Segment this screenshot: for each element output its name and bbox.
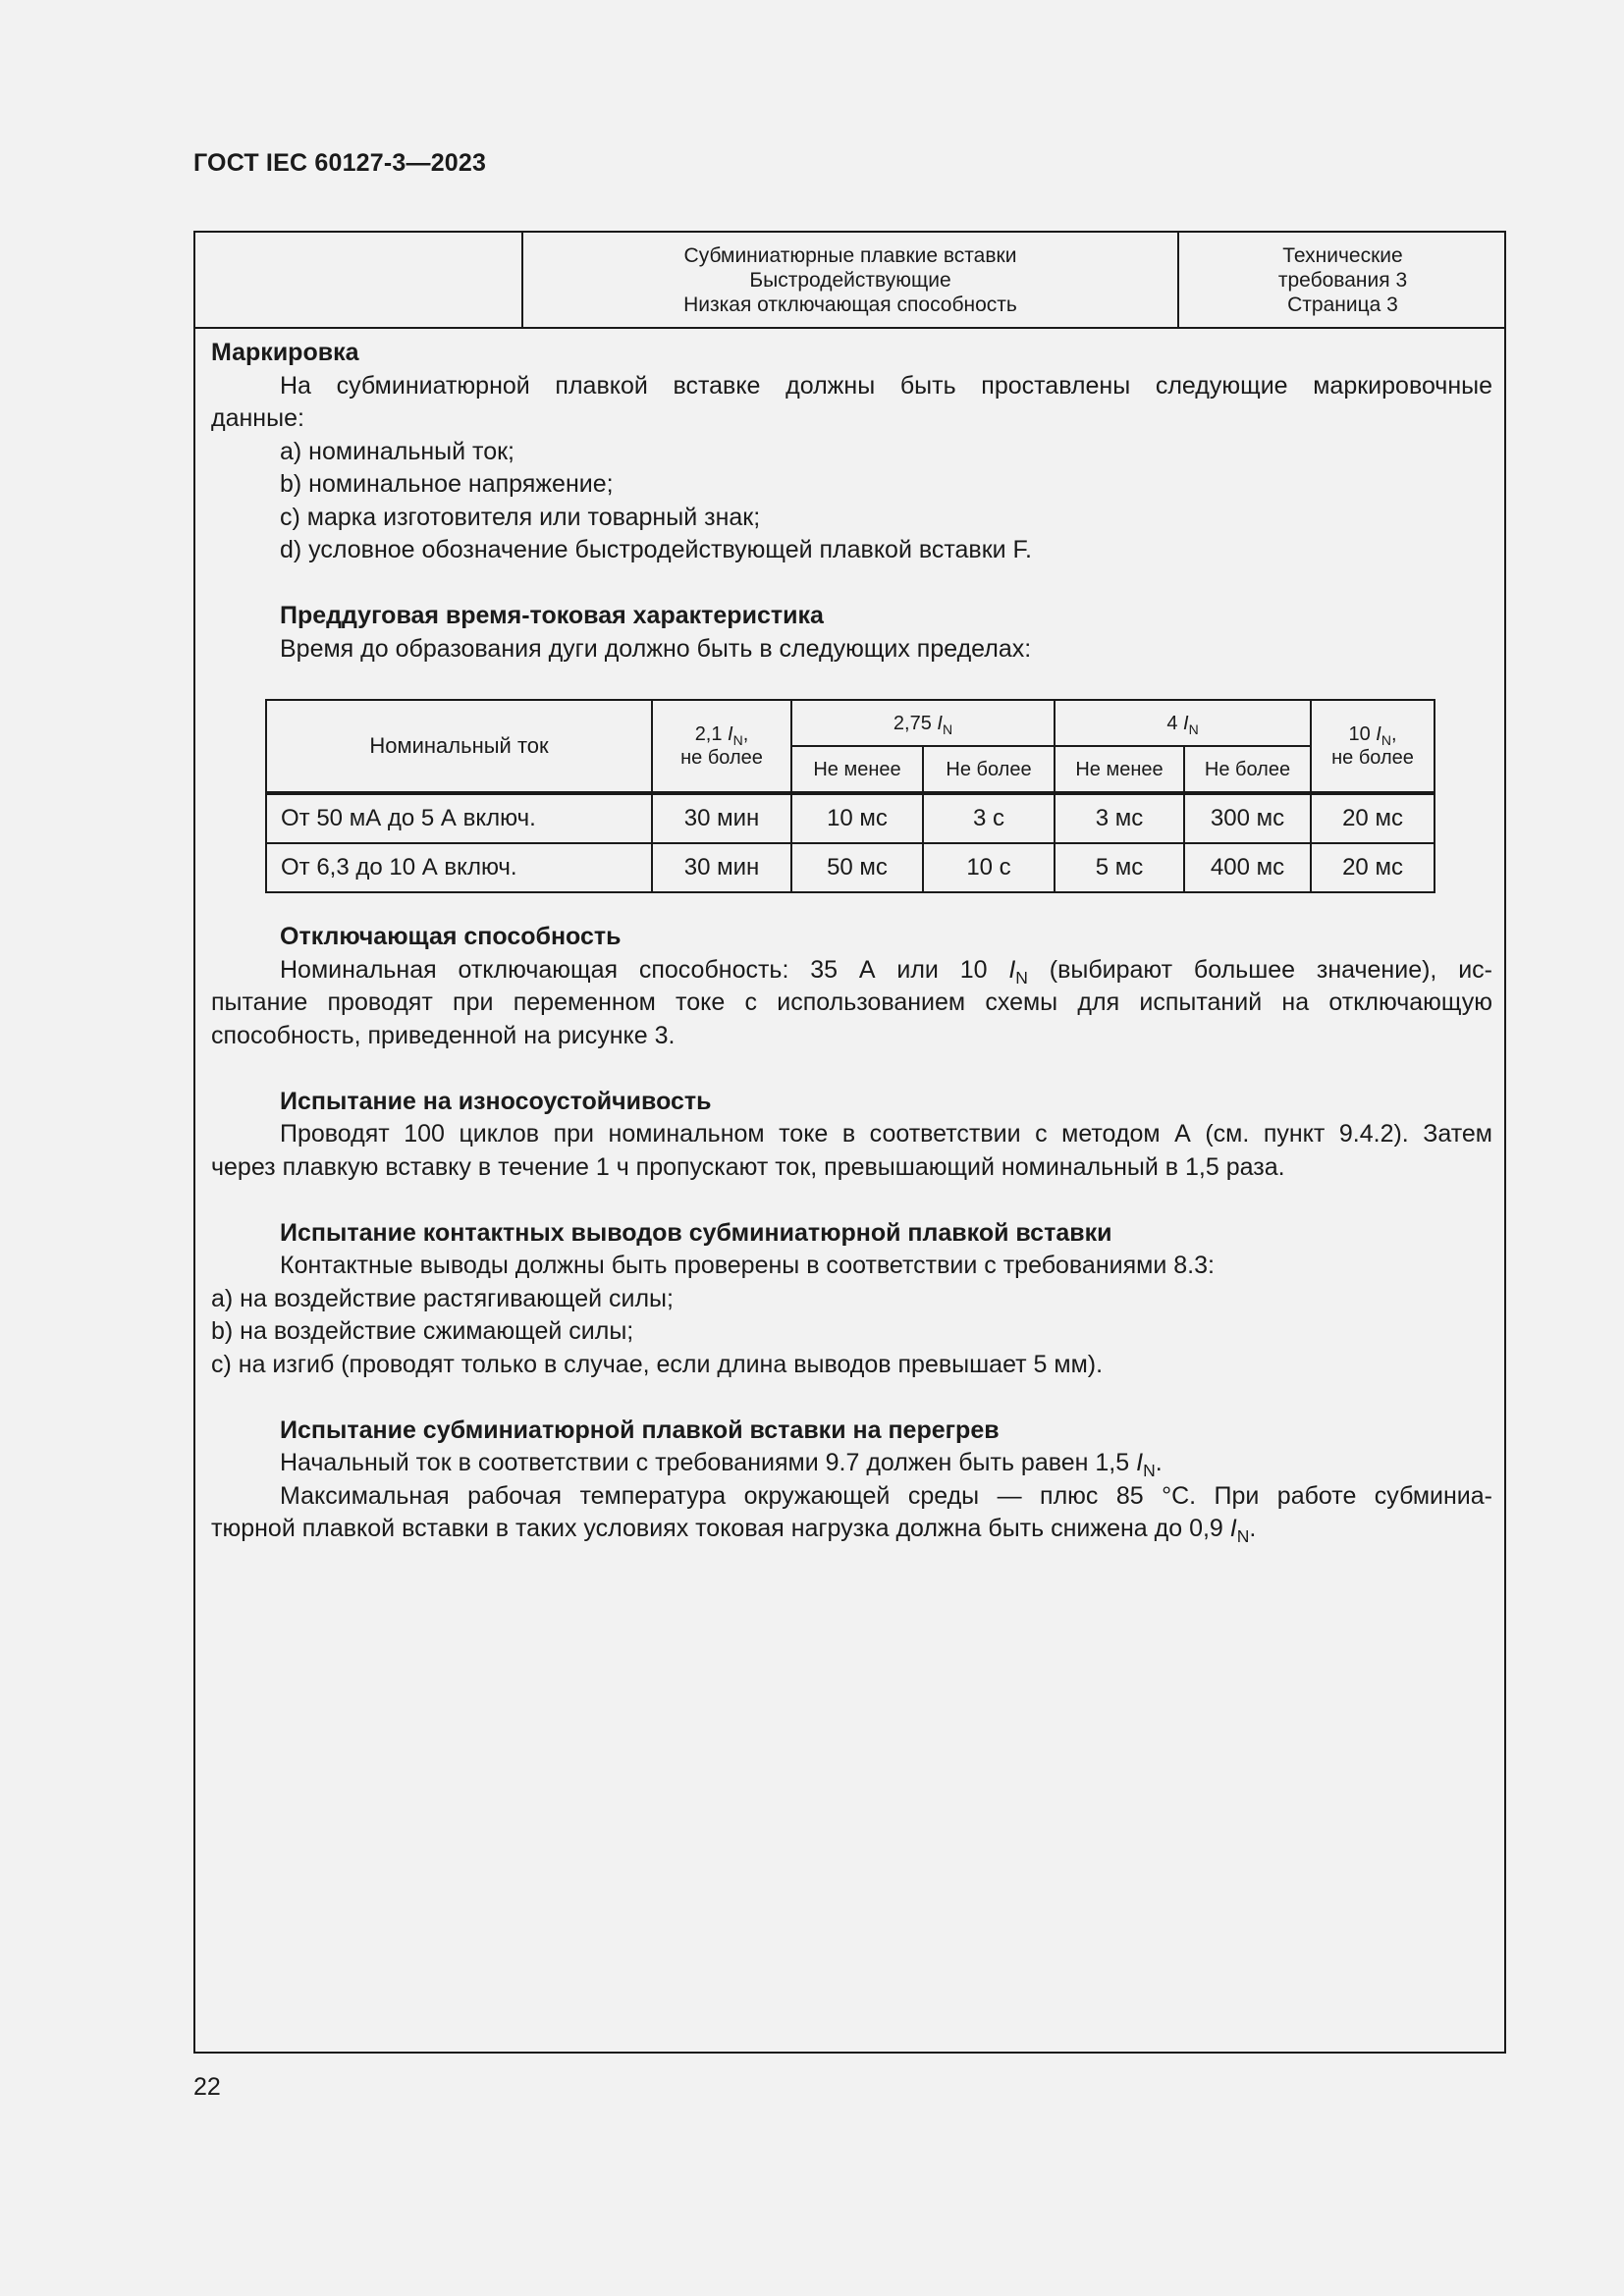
overheat-heading: Испытание субминиатюрной плавкой вставки на перегрев [280, 1415, 1000, 1444]
page-number: 22 [193, 2073, 221, 2101]
subheader-min: Не менее [791, 746, 923, 793]
subheader-max: Не более [923, 746, 1055, 793]
sheet-frame [193, 231, 1506, 2054]
list-item: d) условное обозначение быстродействующей плавкой вставки F. [280, 536, 1033, 563]
cell-rated: От 6,3 до 10 А включ. [266, 843, 652, 892]
list-item: b) номинальное напряжение; [280, 470, 614, 498]
overheat-line: Начальный ток в соответствии с требованиями 9.7 должен быть равен 1,5 $I_N$. [280, 1449, 1163, 1481]
terminals-heading: Испытание контактных выводов субминиатюрной плавкой вставки [280, 1218, 1112, 1247]
cell: 30 мин [652, 793, 791, 843]
list-item: c) марка изготовителя или товарный знак; [280, 503, 761, 531]
col-header-2-1: 2,1 $I_N$, не более [652, 700, 791, 793]
cell: 10 с [923, 843, 1055, 892]
cell: 30 мин [652, 843, 791, 892]
sheet-title-line: Субминиатюрные плавкие вставки [683, 243, 1017, 267]
cell: 3 мс [1055, 793, 1184, 843]
cell: 5 мс [1055, 843, 1184, 892]
cell: 300 мс [1184, 793, 1311, 843]
sheet-header [195, 233, 1504, 329]
breaking-heading: Отключающая способность [280, 923, 622, 950]
sheet-content [211, 337, 1492, 1546]
breaking-line: пытание проводят при переменном токе с использованием схемы для испытаний на отключающую [211, 988, 1492, 1016]
overheat-line: Максимальная рабочая температура окружающей среды — плюс 85 °С. При работе субминиа- [280, 1481, 1492, 1510]
cell: 400 мс [1184, 843, 1311, 892]
prearcing-heading: Преддуговая время-токовая характеристика [280, 602, 824, 629]
endurance-line: через плавкую вставку в течение 1 ч пропускают ток, превышающий номинальный в 1,5 раза. [211, 1152, 1285, 1181]
sheet-ref-line: требования 3 [1277, 268, 1408, 292]
sheet-header-empty-cell [195, 233, 523, 327]
terminals-intro: Контактные выводы должны быть проверены в соответствии с требованиями 8.3: [280, 1252, 1215, 1279]
sheet-ref-line: Страница 3 [1287, 293, 1398, 316]
sheet-header-ref [1179, 233, 1506, 327]
sheet-ref-line: Технические [1282, 243, 1403, 267]
table-row [266, 793, 1435, 843]
marking-heading: Маркировка [211, 339, 359, 366]
table-row [266, 843, 1435, 892]
col-header-4: 4 $I_N$ [1055, 700, 1311, 746]
endurance-heading: Испытание на износоустойчивость [280, 1087, 712, 1115]
endurance-line: Проводят 100 циклов при номинальном токе в соответствии с методом А (см. пункт 9.4.2). Затем [280, 1120, 1492, 1148]
cell-rated: От 50 мА до 5 А включ. [266, 793, 652, 843]
col-header-2-75: 2,75 $I_N$ [791, 700, 1055, 746]
sheet-header-title [523, 233, 1179, 327]
list-item: b) на воздействие сжимающей силы; [211, 1317, 634, 1345]
marking-intro-cont: данные: [211, 404, 304, 432]
breaking-line: способность, приведенной на рисунке 3. [211, 1021, 676, 1049]
cell: 3 с [923, 793, 1055, 843]
cell: 20 мс [1311, 793, 1435, 843]
cell: 10 мс [791, 793, 923, 843]
col-header-rated: Номинальный ток [266, 700, 652, 793]
subheader-min: Не менее [1055, 746, 1184, 793]
subheader-max: Не более [1184, 746, 1311, 793]
document-header: ГОСТ IEC 60127-3—2023 [193, 149, 487, 177]
sheet-title-line: Быстродействующие [749, 268, 951, 292]
list-item: а) на воздействие растягивающей силы; [211, 1284, 674, 1312]
breaking-line: Номинальная отключающая способность: 35 А или 10 $I_N$ (выбирают большее значение), ис- [280, 955, 1492, 988]
list-item: c) на изгиб (проводят только в случае, если длина выводов превышает 5 мм). [211, 1350, 1104, 1378]
prearcing-intro: Время до образования дуги должно быть в следующих пределах: [280, 634, 1032, 663]
cell: 50 мс [791, 843, 923, 892]
marking-intro: На субминиатюрной плавкой вставке должны быть проставлены следующие маркировочные [280, 371, 1492, 400]
overheat-line: тюрной плавкой вставки в таких условиях токовая нагрузка должна быть снижена до 0,9 $I_N$. [211, 1515, 1257, 1547]
cell: 20 мс [1311, 843, 1435, 892]
list-item: а) номинальный ток; [280, 437, 515, 465]
time-current-table [265, 699, 1435, 893]
col-header-10: 10 $I_N$, не более [1311, 700, 1435, 793]
sheet-title-line: Низкая отключающая способность [683, 293, 1017, 316]
